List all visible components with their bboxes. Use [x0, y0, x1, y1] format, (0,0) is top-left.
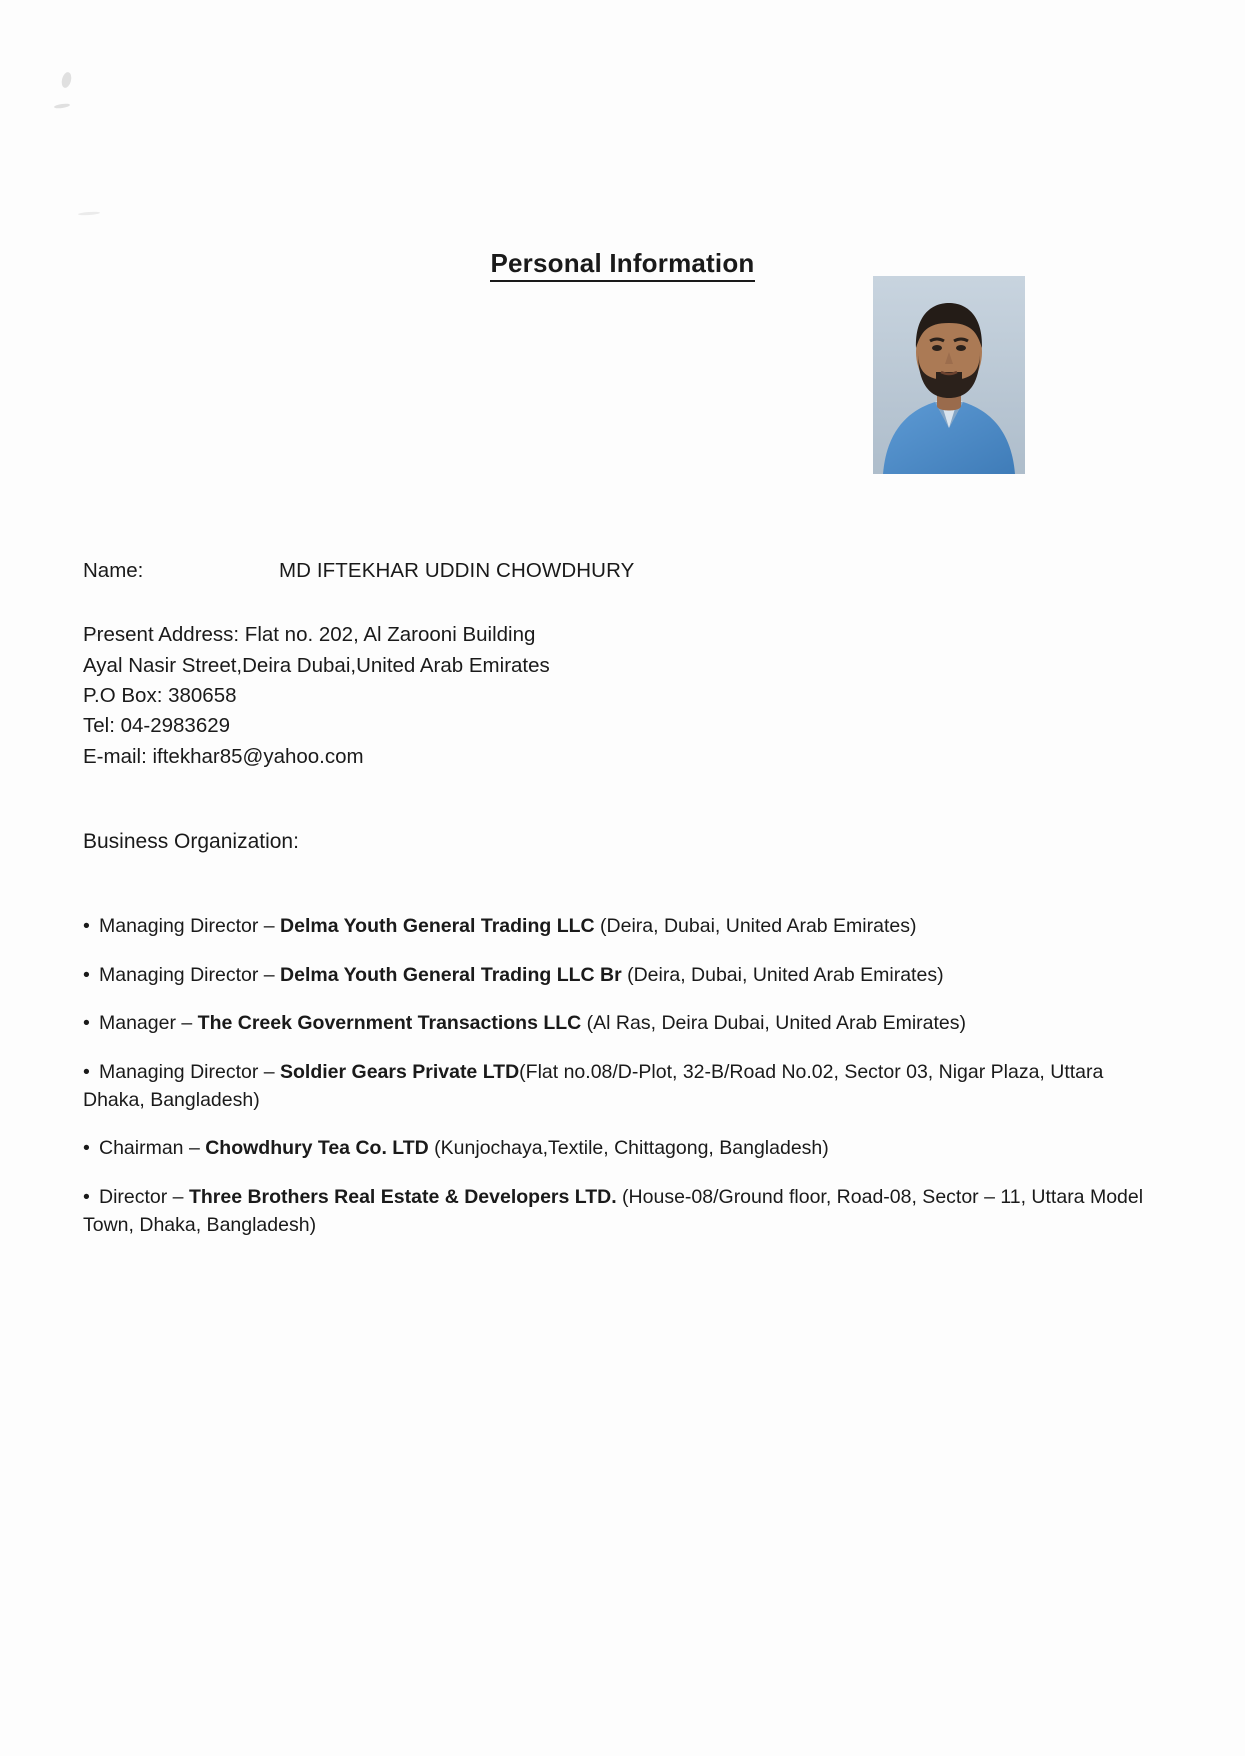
name-value: MD IFTEKHAR UDDIN CHOWDHURY [279, 559, 635, 582]
list-item [83, 913, 1153, 941]
list-item [83, 962, 1153, 990]
address-line: Ayal Nasir Street,Deira Dubai,United Arab Emirates [83, 653, 550, 677]
list-item-role: Director – [99, 1186, 189, 1209]
page-title-text: Personal Information [490, 248, 754, 282]
list-item-details: (Flat no.08/D-Plot, 32-B/Road No.02, Sector 03, Nigar Plaza, Uttara Dhaka, Bangladesh) [83, 1061, 1104, 1111]
list-item-company: Delma Youth General Trading LLC Br [280, 963, 622, 986]
list-item [83, 1010, 1153, 1038]
list-item-company: Three Brothers Real Estate & Developers LTD. [188, 1186, 617, 1209]
page-title [0, 248, 1245, 279]
list-item [83, 1059, 1153, 1114]
list-item-company: The Creek Government Transactions LLC [197, 1012, 582, 1035]
list-item-details: (Al Ras, Deira Dubai, United Arab Emirates) [581, 1012, 966, 1035]
list-item-role: Managing Director – [99, 915, 281, 938]
bullet-icon: • [83, 963, 90, 986]
document-body [83, 556, 1153, 1261]
list-item [83, 1135, 1153, 1163]
address-line: Present Address: Flat no. 202, Al Zarooni Building [83, 623, 536, 647]
address-block [83, 620, 1153, 772]
list-item-role: Manager – [99, 1012, 198, 1035]
section-heading: Business Organization: [83, 829, 299, 853]
bullet-icon: • [83, 915, 90, 938]
bullet-icon: • [83, 1061, 90, 1084]
list-item-details: (Deira, Dubai, United Arab Emirates) [621, 963, 944, 986]
portrait-photo [873, 276, 1025, 474]
email-line: E-mail: iftekhar85@yahoo.com [83, 744, 364, 768]
scan-artifact [54, 103, 70, 109]
list-item-company: Chowdhury Tea Co. LTD [205, 1137, 429, 1160]
list-item-details: (House-08/Ground floor, Road-08, Sector – 11, Uttara Model Town, Dhaka, Bangladesh) [83, 1186, 1144, 1236]
name-row [83, 556, 1153, 586]
bullet-icon: • [83, 1012, 90, 1035]
bullet-icon: • [83, 1186, 90, 1209]
business-organization-list [83, 913, 1153, 1240]
scan-artifact [60, 71, 73, 89]
list-item-details: (Deira, Dubai, United Arab Emirates) [594, 915, 917, 938]
list-item [83, 1184, 1153, 1239]
name-label: Name: [83, 559, 144, 582]
bullet-icon: • [83, 1137, 90, 1160]
scan-artifact [78, 211, 100, 216]
list-item-role: Managing Director – [99, 1061, 281, 1084]
list-item-role: Managing Director – [99, 963, 281, 986]
list-item-details: (Kunjochaya,Textile, Chittagong, Bangladesh) [428, 1137, 829, 1160]
list-item-company: Soldier Gears Private LTD [280, 1061, 520, 1084]
list-item-company: Delma Youth General Trading LLC [280, 915, 595, 938]
address-line: Tel: 04-2983629 [83, 714, 231, 738]
address-line: P.O Box: 380658 [83, 683, 237, 707]
list-item-role: Chairman – [99, 1137, 206, 1160]
